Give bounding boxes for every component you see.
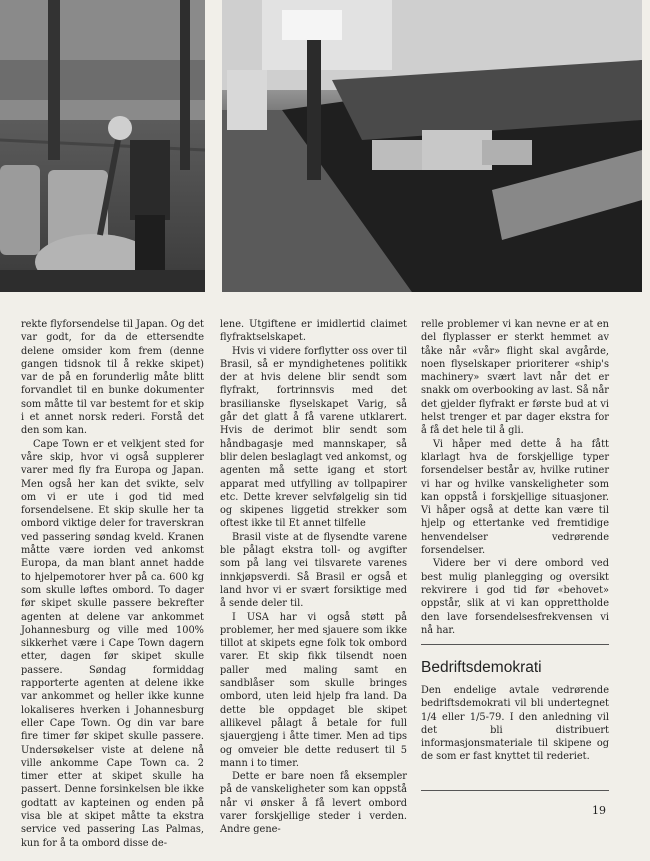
paragraph: Cape Town er et velkjent sted for våre skip, hvor vi også supplerer varer med fly fra Europa og Japan. Men også her kan det svikte, selv om vi er ute i god tid med forsendelsene. Et skip skulle her ta ombord viktige deler for traverskran ved passering søndag kveld. Kranen måtte være iorden ved ankomst Europa, da man blant annet hadde to hjelpemotorer hver på ca. 600 kg som skulle løftes ombord. To dager før skipet skulle passere bekrefter agenten at delene var ankommet Johannesburg og ville med 100% sikkerhet være i Cape Town dagern etter, dagen før skipet skulle passere. Søndag formiddag rapporterte agenten at delene ikke var ankommet og heller ikke kunne lokaliseres hverken i Johannesburg eller Cape Town. Og din var bare fire timer før skipet skulle passere. Undersøkelser viste at delene nå ville ankomme Cape Town ca. 2 timer etter at skipet skulle ha passert. Denne forsinkelsen ble ikke godtatt av kapteinen og enden på visa ble at skipet måtte ta ekstra service ved passering Las Palmas, kun for å ta ombord disse de- [21, 438, 204, 849]
section-divider-bottom [421, 790, 609, 791]
column-1 [21, 318, 204, 850]
paragraph: Vi håper med dette å ha fått klarlagt hva de forskjellige typer forsendelser består av, hvilke rutiner vi har og hvilke vanskeligheter som kan oppstå i forskjellige situasjoner. Vi håper også at dette kan være til hjelp og ettertanke ved fremtidige henvendelser vedrørende forsendelser. [421, 438, 609, 557]
section-body [421, 684, 609, 764]
dock-worker-illustration [0, 0, 205, 292]
page-number: 19 [592, 804, 606, 817]
column-2 [220, 318, 407, 837]
column-3 [421, 318, 609, 637]
photo-ship-deck-quay [222, 0, 642, 292]
photo-dock-worker-barrels [0, 0, 205, 292]
paragraph: rekte flyforsendelse til Japan. Og det var godt, for da de ettersendte delene omsider kom frem (denne gangen tidsnok til å rekke skipet) var de på en forunderlig måte blitt forvandlet til en bunke dokumenter som måtte til var bestemt for et skip i et annet norsk rederi. Forstå det den som kan. [21, 319, 204, 437]
paragraph: Dette er bare noen få eksempler på de vanskeligheter som kan oppstå når vi ønsker å få levert ombord varer forskjellige steder i verden. Andre gene- [220, 771, 407, 836]
paragraph: lene. Utgiftene er imidlertid claimet flyfraktselskapet. [220, 319, 407, 344]
paragraph: Hvis vi videre forflytter oss over til Brasil, så er myndighetenes politikk der at hvis delene blir sendt som flyfrakt, fortrinnsvis med det brasilianske flyselskapet Varig, så går det glatt å få varene utklarert. Hvis de derimot blir sendt som håndbagasje med mannskaper, så blir delen beslaglagt ved ankomst, og agenten må sette igang et stort apparat med utfylling av tollpapirer etc. Dette krever selvfølgelig sin tid og skipenes liggetid strekker som oftest ikke til Et annet tilfelle [220, 345, 407, 530]
paragraph: I USA har vi også støtt på problemer, her med sjauere som ikke tillot at skipets egne folk tok ombord varer. Et skip fikk tilsendt noen paller med maling samt en sandblåser som skulle bringes ombord, uten leid hjelp fra land. Da dette ble oppdaget ble skipet allikevel pålagt å betale for full sjauergjeng i åtte timer. Men ad tips og omveier ble dette redusert til 5 mann i to timer. [220, 611, 407, 769]
section-divider-top [421, 644, 609, 645]
paragraph: Videre ber vi dere ombord ved best mulig planlegging og oversikt rekvirere i god tid før «behovet» oppstår, slik at vi kan opprettholde den lave forsendelsesfrekvensen vi nå har. [421, 558, 609, 636]
paragraph: Den endelige avtale vedrørende bedriftsdemokrati vil bli undertegnet 1/4 eller 1/5-79. I den anledning vil det bli distribuert informasjonsmateriale til skipene og de som er fast knyttet til rederiet. [421, 685, 609, 763]
ship-deck-illustration [222, 0, 642, 292]
section-heading: Bedriftsdemokrati [421, 659, 542, 676]
paragraph: relle problemer vi kan nevne er at en del flyplasser er sterkt hemmet av tåke når «vår» flight skal avgårde, noen flyselskaper prioriterer «ship's machinery» svært lavt når det er snakk om overbooking av last. Så når det gjelder flyfrakt er første bud at vi helst trenger et par dager ekstra for å få det hele til å gli. [421, 319, 609, 437]
paragraph: Brasil viste at de flysendte varene ble pålagt ekstra toll- og avgifter som på lang vei tilsvarete varenes innkjøpsverdi. Så Brasil er også et land hvor vi er svært forsiktige med å sende deler til. [220, 531, 407, 610]
